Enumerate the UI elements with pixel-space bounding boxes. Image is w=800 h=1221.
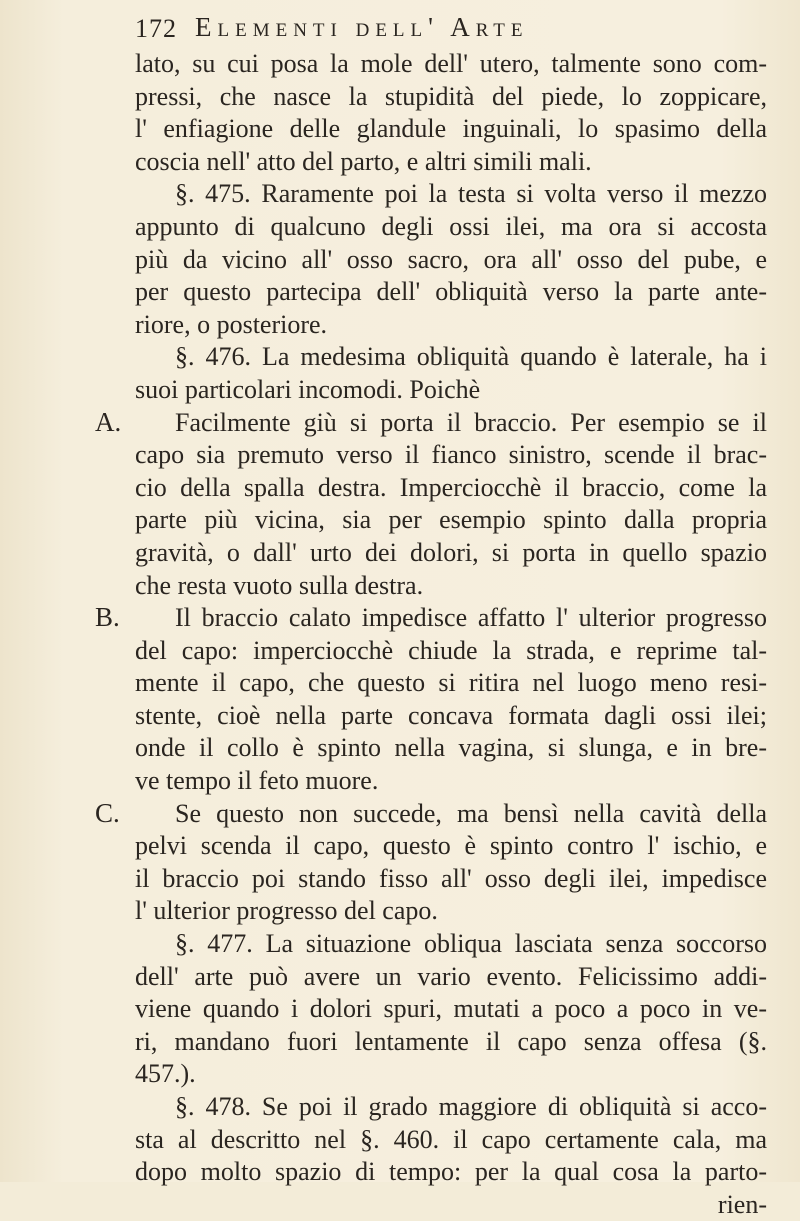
text-line: onde il collo è spinto nella vagina, si slunga, e in bre- bbox=[135, 733, 767, 763]
text-line: più da vicino all' osso sacro, ora all' osso del pube, e bbox=[135, 244, 767, 274]
text-line: appunto di qualcuno degli ossi ilei, ma ora si accosta bbox=[135, 211, 767, 241]
page-header bbox=[135, 10, 765, 50]
margin-label: C. bbox=[95, 797, 120, 828]
text-line: che resta vuoto sulla destra. bbox=[135, 570, 424, 600]
text-line: ri, mandano fuori lentamente il capo senza offesa (§. bbox=[135, 1026, 767, 1056]
text-line: stente, cioè nella parte concava formata dagli ossi ilei; bbox=[135, 700, 767, 730]
text-line: l' ulterior progresso del capo. bbox=[135, 896, 438, 926]
text-line: Il braccio calato impedisce affatto l' ulterior progresso bbox=[175, 603, 767, 633]
text-line: parte più vicina, sia per esempio spinto dalla propria bbox=[135, 505, 767, 535]
text-line: lato, su cui posa la mole dell' utero, talmente sono com- bbox=[135, 49, 767, 78]
text-line: rien- bbox=[717, 1189, 767, 1219]
text-line: §. 475. Raramente poi la testa si volta verso il mezzo bbox=[175, 179, 767, 209]
text-line: Facilmente giù si porta il braccio. Per esempio se il bbox=[175, 407, 767, 437]
margin-label: B. bbox=[95, 602, 120, 633]
text-line: capo sia premuto verso il fianco sinistro, scende il brac- bbox=[135, 440, 767, 470]
text-line: dell' arte può avere un vario evento. Felicissimo addi- bbox=[135, 961, 767, 991]
text-line: Se questo non succede, ma bensì nella cavità della bbox=[175, 798, 767, 828]
text-line: §. 477. La situazione obliqua lasciata senza soccorso bbox=[175, 929, 767, 959]
text-line: pelvi scenda il capo, questo è spinto contro l' ischio, e bbox=[135, 831, 767, 861]
page-number: 172 bbox=[135, 14, 177, 43]
text-line: viene quando i dolori spuri, mutati a poco a poco in ve- bbox=[135, 994, 767, 1024]
margin-label: A. bbox=[95, 406, 122, 437]
running-title: Elementi dell' Arte bbox=[195, 12, 529, 42]
text-line: gravità, o dall' urto dei dolori, si porta in quello spazio bbox=[135, 537, 767, 567]
text-line: per questo partecipa dell' obliquità verso la parte ante- bbox=[135, 277, 767, 307]
text-line: mente il capo, che questo si ritira nel luogo meno resi- bbox=[135, 668, 767, 698]
text-line: suoi particolari incomodi. Poichè bbox=[135, 374, 481, 404]
text-line: sta al descritto nel §. 460. il capo certamente cala, ma bbox=[135, 1124, 767, 1154]
text-line: dopo molto spazio di tempo: per la qual cosa la parto- bbox=[135, 1157, 767, 1187]
text-line: pressi, che nasce la stupidità del piede, lo zoppicare, bbox=[135, 81, 767, 111]
text-line: §. 476. La medesima obliquità quando è laterale, ha i bbox=[175, 342, 767, 372]
body-text bbox=[135, 48, 767, 1221]
text-line: il braccio poi stando fisso all' osso degli ilei, impedisce bbox=[135, 863, 767, 893]
text-line: coscia nell' atto del parto, e altri simili mali. bbox=[135, 146, 592, 176]
text-line: 457.). bbox=[135, 1059, 196, 1089]
text-line: del capo: imperciocchè chiude la strada, e reprime tal- bbox=[135, 635, 767, 665]
text-line: cio della spalla destra. Imperciocchè il braccio, come la bbox=[135, 472, 767, 502]
text-line: §. 478. Se poi il grado maggiore di obliquità si acco- bbox=[175, 1092, 767, 1121]
text-line: l' enfiagione delle glandule inguinali, lo spasimo della bbox=[135, 114, 767, 144]
text-line: riore, o posteriore. bbox=[135, 309, 328, 339]
text-line: ve tempo il feto muore. bbox=[135, 766, 379, 796]
